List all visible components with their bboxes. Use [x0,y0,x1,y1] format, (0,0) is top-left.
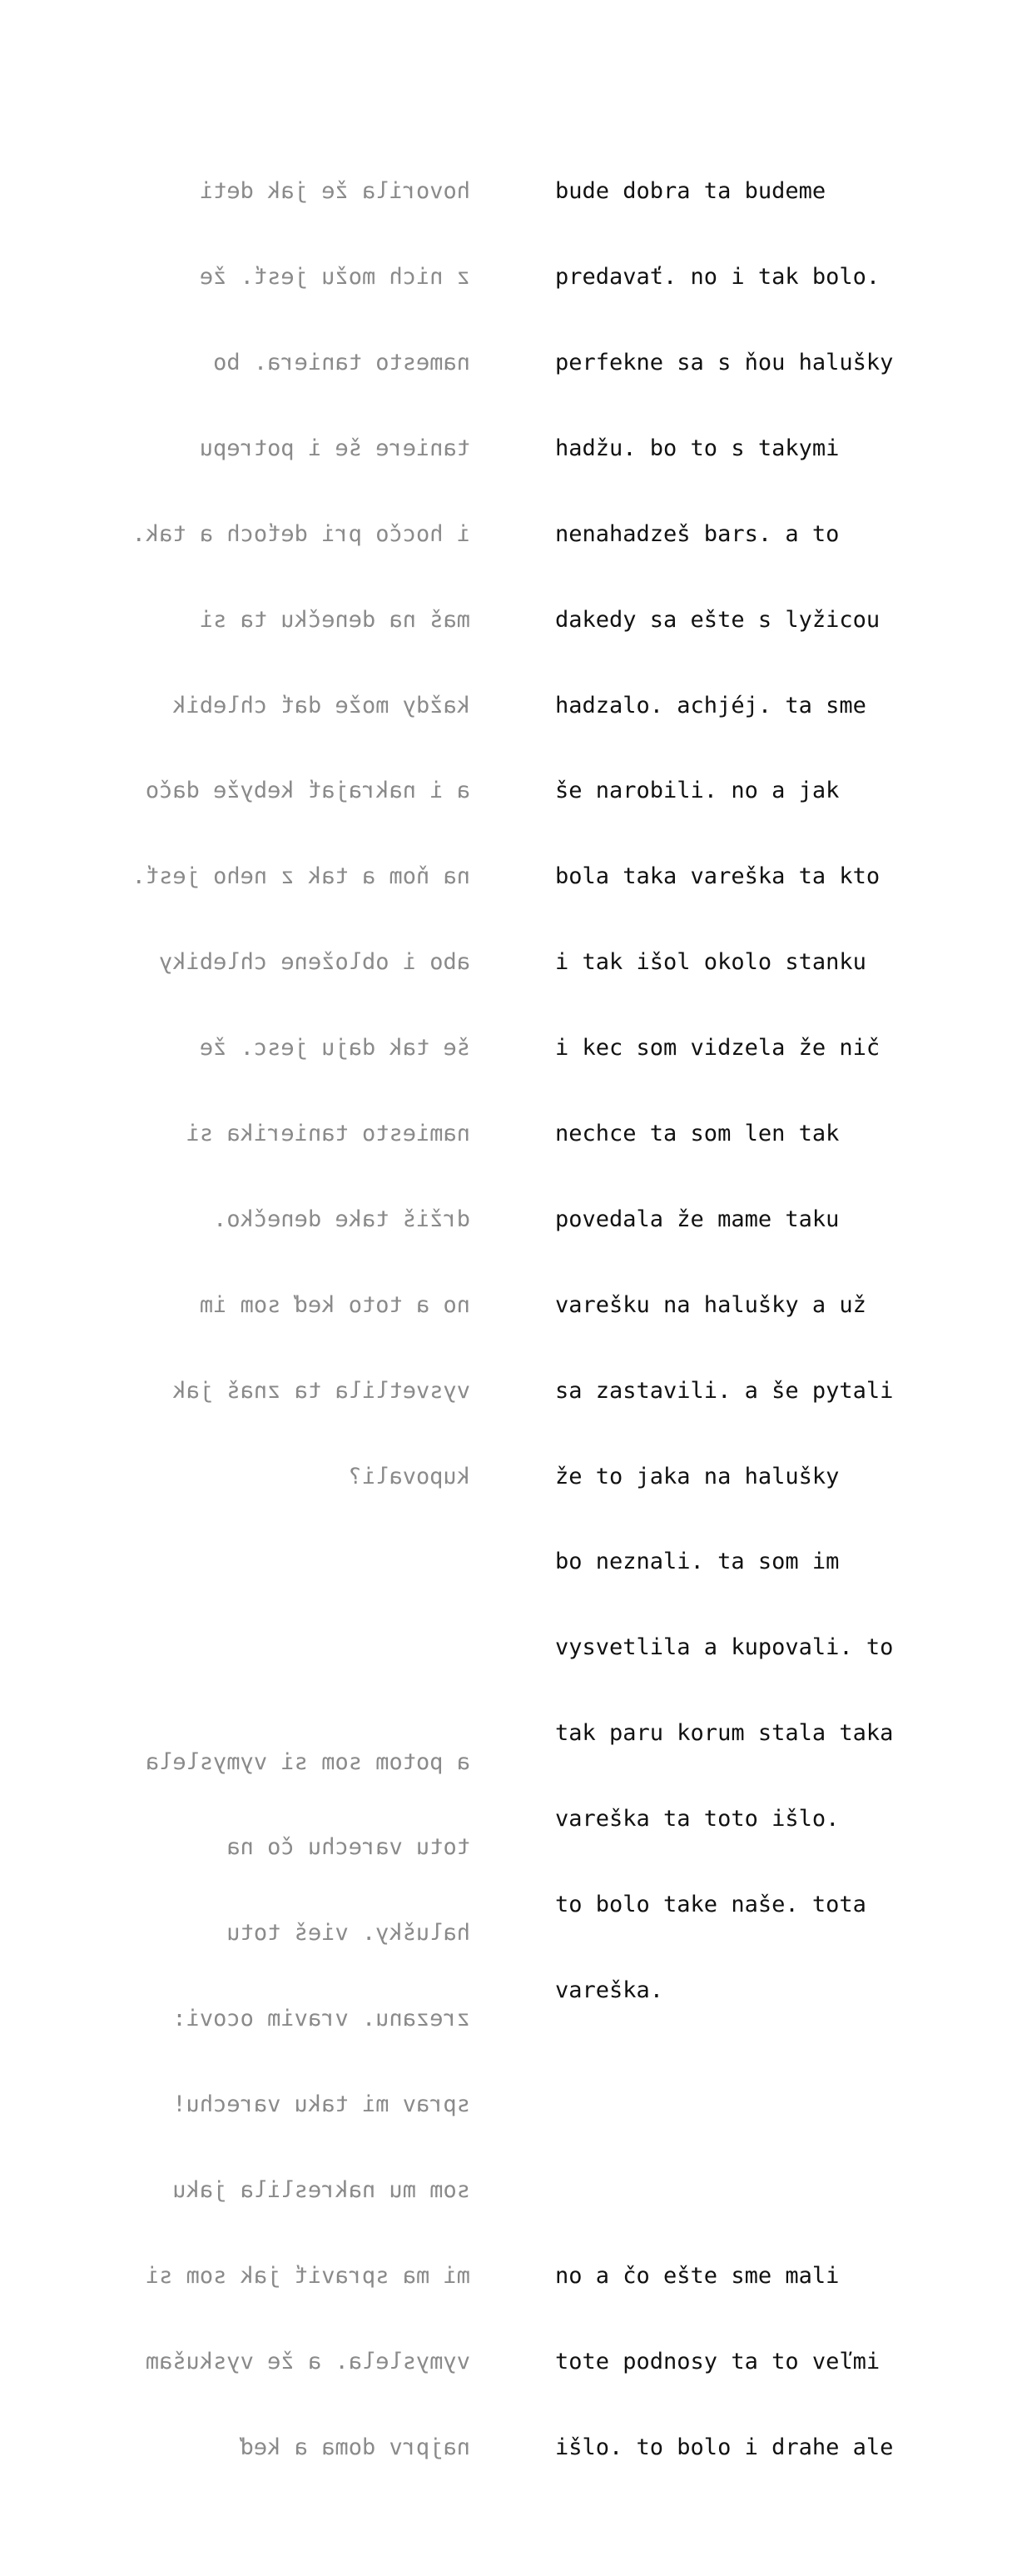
text-column [555,63,1005,2576]
text-line: i tak išol okolo stanku [555,949,866,976]
text-line: tak paru korum stala taka [555,1720,894,1747]
text-line: varešku na halušky a už [555,1291,866,1318]
text-line: še tak daju jesc. že [199,1035,470,1062]
text-line: že to jaka na halušky [555,1463,840,1489]
right-paragraph-1 [555,121,1005,2062]
text-line: povedala že mame taku [555,1206,840,1232]
left-paragraph-1 [50,121,470,1549]
paragraph-gap [555,2119,1005,2147]
text-line: vareška ta toto išlo. [555,1806,840,1833]
text-line: i kec som vidzela že nič [555,1035,881,1062]
text-line: no a čo ešte sme mali [555,2262,840,2289]
left-paragraph-2 [50,1691,470,2519]
text-line: hovorila že jak deti [199,178,470,205]
text-line: vysvetlila ta znaš jak [172,1377,470,1404]
text-line: taniere še i potrepu [199,435,470,461]
text-line: vysvetlila a kupovali. to [555,1634,894,1661]
text-line: hadžu. bo to s takymi [555,435,840,461]
text-line: bola taka vareška ta kto [555,863,881,890]
text-line: tote podnosy ta to veľmi [555,2348,881,2375]
text-line: najprv doma a keď [240,2434,470,2460]
text-line: to bolo take naše. tota [555,1892,866,1917]
text-line: kupovali? [348,1463,470,1489]
text-line: išlo. to bolo i drahe ale [555,2434,894,2460]
text-line: bude dobra ta budeme [555,178,826,205]
text-line: i hocčo pri deťoch a tak. [131,520,470,547]
text-line: še narobili. no a jak [555,778,840,804]
text-line: vymyslela. a že vyskušam [145,2348,470,2375]
text-line: sa zastavili. a še pytali [555,1377,894,1404]
text-line: vareška. [555,1977,664,2003]
text-line: bo neznali. ta som im [555,1549,840,1575]
text-line: hadzalo. achjéj. ta sme [555,692,866,719]
text-line: a i nakrajať kebyže dačo [145,778,470,804]
text-line: nenahadzeš bars. a to [555,520,840,547]
text-line: na ňom a tak z neho jesť. [131,863,470,890]
text-line: perfekne sa s ňou halušky [555,349,894,375]
text-line: mi ma spraviť jak som si [145,2262,470,2289]
text-line: z nich možu jesť. že [199,264,470,291]
text-line: držiš take denečko. [213,1206,470,1232]
text-line: namesto taniera. bo [213,349,470,375]
mirrored-text-column [50,63,470,2576]
paragraph-gap [50,1605,470,1634]
text-line: maš na denečku ta si [199,606,470,633]
right-paragraph-2 [555,2205,1005,2519]
text-line: sprav mi taku varechu! [172,2091,470,2118]
text-line: každy može dať chlebik [172,692,470,719]
text-line: abo i obložene chlebiky [159,949,470,976]
text-line: totu varechu čo na [226,1834,470,1861]
text-line: som mu nakreslila jaku [172,2176,470,2203]
text-line: a potom som si vymyslela [145,1748,470,1775]
text-line: namiesto tanierika si [186,1120,470,1146]
text-line: dakedy sa ešte s lyžicou [555,606,881,633]
text-line: nechce ta som len tak [555,1120,840,1146]
text-line: no a toto keď som im [199,1291,470,1318]
text-line: halušky. vieš totu [226,1920,470,1947]
text-line: zrezanu. vravim ocovi: [172,2006,470,2032]
text-line: predavať. no i tak bolo. [555,264,881,291]
